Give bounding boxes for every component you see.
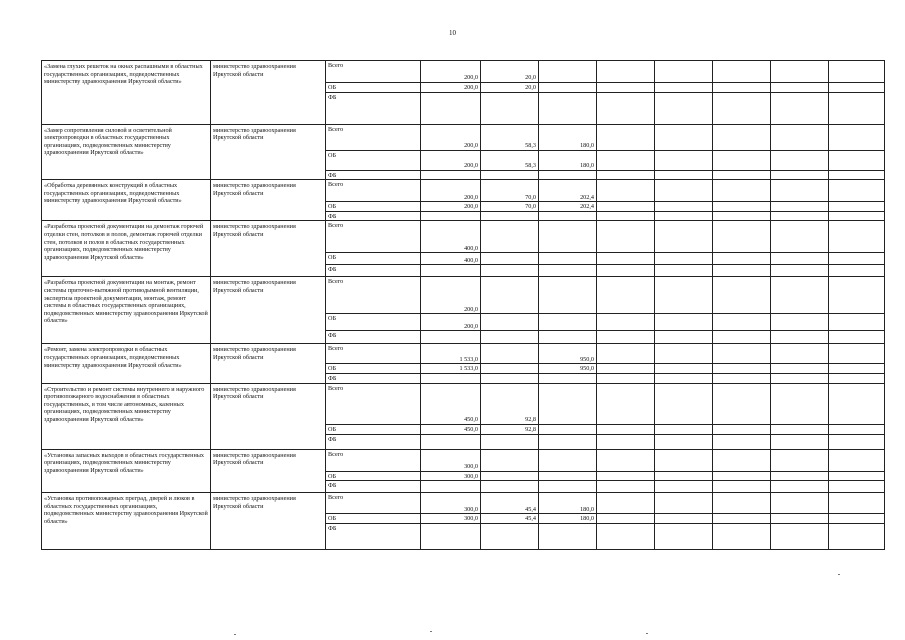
empty-cell: [713, 514, 771, 524]
empty-cell: [771, 180, 829, 202]
empty-cell: [655, 523, 713, 549]
empty-cell: [713, 383, 771, 424]
empty-cell: [655, 170, 713, 180]
table-row: [42, 493, 885, 514]
empty-cell: [597, 523, 655, 549]
scan-speck: [838, 574, 840, 575]
funding-source-label: ФБ: [326, 265, 421, 277]
empty-cell: [655, 180, 713, 202]
responsible-organization: министерство здравоохранения Иркутской области: [211, 493, 326, 550]
empty-cell: [597, 364, 655, 374]
amount-cell: [539, 92, 597, 124]
empty-cell: [829, 124, 885, 150]
amount-cell: [539, 221, 597, 253]
funding-source-label: ОБ: [326, 150, 421, 170]
funding-source-label: Всего: [326, 124, 421, 150]
empty-cell: [597, 170, 655, 180]
empty-cell: [829, 493, 885, 514]
funding-source-label: ОБ: [326, 83, 421, 93]
empty-cell: [655, 150, 713, 170]
funding-source-label: Всего: [326, 277, 421, 314]
amount-cell: 200,0: [421, 83, 481, 93]
amount-cell: [421, 265, 481, 277]
amount-cell: [481, 253, 539, 265]
empty-cell: [771, 124, 829, 150]
empty-cell: [771, 514, 829, 524]
amount-cell: [421, 92, 481, 124]
empty-cell: [655, 424, 713, 434]
empty-cell: [597, 449, 655, 471]
empty-cell: [771, 253, 829, 265]
empty-cell: [829, 83, 885, 93]
empty-cell: [771, 471, 829, 481]
empty-cell: [771, 331, 829, 344]
funding-source-label: Всего: [326, 493, 421, 514]
empty-cell: [597, 424, 655, 434]
amount-cell: [539, 83, 597, 93]
amount-cell: [539, 211, 597, 221]
empty-cell: [829, 253, 885, 265]
funding-source-label: Всего: [326, 344, 421, 364]
table-row: [42, 383, 885, 424]
empty-cell: [713, 314, 771, 331]
amount-cell: [421, 523, 481, 549]
amount-cell: [539, 314, 597, 331]
empty-cell: [655, 253, 713, 265]
empty-cell: [829, 92, 885, 124]
empty-cell: [713, 373, 771, 383]
measure-description: «Разработка проектной документации на монтаж, ремонт системы приточно-вытяжной противодымной вентиляции, экспертиза проектной документации, монтаж, ремонт системы в областных государственных организациях, подведомственных министерству здравоохранения Иркутской области»: [42, 277, 211, 344]
empty-cell: [829, 170, 885, 180]
amount-cell: 180,0: [539, 493, 597, 514]
amount-cell: [539, 449, 597, 471]
empty-cell: [713, 471, 771, 481]
empty-cell: [829, 61, 885, 83]
empty-cell: [597, 481, 655, 493]
amount-cell: 45,4: [481, 514, 539, 524]
empty-cell: [655, 92, 713, 124]
amount-cell: [481, 221, 539, 253]
amount-cell: [481, 364, 539, 374]
empty-cell: [771, 493, 829, 514]
amount-cell: 70,0: [481, 202, 539, 212]
table-body: [42, 61, 885, 550]
empty-cell: [771, 83, 829, 93]
empty-cell: [655, 344, 713, 364]
table-row: [42, 344, 885, 364]
empty-cell: [829, 449, 885, 471]
empty-cell: [713, 221, 771, 253]
amount-cell: [539, 424, 597, 434]
amount-cell: 200,0: [421, 314, 481, 331]
empty-cell: [713, 481, 771, 493]
amount-cell: [481, 314, 539, 331]
amount-cell: [539, 331, 597, 344]
empty-cell: [771, 61, 829, 83]
empty-cell: [597, 331, 655, 344]
empty-cell: [597, 61, 655, 83]
empty-cell: [655, 202, 713, 212]
empty-cell: [597, 253, 655, 265]
measure-description: «Установка запасных выходов в областных государственных организациях, подведомственных министерству здравоохранения Иркутской области»: [42, 449, 211, 493]
funding-source-label: ОБ: [326, 202, 421, 212]
empty-cell: [713, 61, 771, 83]
amount-cell: [421, 211, 481, 221]
empty-cell: [829, 331, 885, 344]
amount-cell: 450,0: [421, 424, 481, 434]
empty-cell: [771, 277, 829, 314]
empty-cell: [655, 124, 713, 150]
amount-cell: [481, 344, 539, 364]
empty-cell: [771, 150, 829, 170]
empty-cell: [771, 211, 829, 221]
table-row: [42, 61, 885, 83]
empty-cell: [713, 180, 771, 202]
scan-speck: [646, 633, 648, 634]
empty-cell: [771, 265, 829, 277]
empty-cell: [771, 364, 829, 374]
empty-cell: [655, 449, 713, 471]
table-row: [42, 221, 885, 253]
empty-cell: [655, 211, 713, 221]
amount-cell: [481, 434, 539, 449]
empty-cell: [655, 364, 713, 374]
amount-cell: [539, 61, 597, 83]
empty-cell: [829, 373, 885, 383]
amount-cell: 200,0: [421, 180, 481, 202]
amount-cell: 200,0: [421, 277, 481, 314]
empty-cell: [713, 92, 771, 124]
amount-cell: 202,4: [539, 202, 597, 212]
empty-cell: [771, 424, 829, 434]
empty-cell: [771, 170, 829, 180]
empty-cell: [655, 481, 713, 493]
amount-cell: 92,8: [481, 424, 539, 434]
empty-cell: [655, 83, 713, 93]
funding-source-label: Всего: [326, 180, 421, 202]
empty-cell: [655, 434, 713, 449]
budget-table: [41, 60, 885, 550]
empty-cell: [655, 471, 713, 481]
funding-source-label: Всего: [326, 449, 421, 471]
scan-speck: [430, 631, 432, 632]
funding-source-label: ФБ: [326, 211, 421, 221]
amount-cell: [539, 265, 597, 277]
amount-cell: 400,0: [421, 221, 481, 253]
responsible-organization: министерство здравоохранения Иркутской области: [211, 277, 326, 344]
empty-cell: [597, 471, 655, 481]
funding-source-label: ОБ: [326, 424, 421, 434]
amount-cell: [481, 471, 539, 481]
measure-description: «Разработка проектной документации на демонтаж горючей отделки стен, потолков и полов, демонтаж горючей отделки стен, потолков и полов в областных государственных организациях, подведомственных министерству здравоохранения Иркутской области»: [42, 221, 211, 277]
responsible-organization: министерство здравоохранения Иркутской области: [211, 180, 326, 221]
empty-cell: [655, 331, 713, 344]
measure-description: «Строительство и ремонт системы внутреннего и наружного противопожарного водоснабжения в областных государственных, в том числе автономных, казенных организациях, подведомственных министерству здравоохранения Иркутской области»: [42, 383, 211, 449]
responsible-organization: министерство здравоохранения Иркутской области: [211, 383, 326, 449]
funding-source-label: ФБ: [326, 373, 421, 383]
amount-cell: [539, 481, 597, 493]
empty-cell: [713, 202, 771, 212]
amount-cell: [481, 373, 539, 383]
empty-cell: [713, 331, 771, 344]
empty-cell: [655, 514, 713, 524]
amount-cell: 950,0: [539, 344, 597, 364]
empty-cell: [713, 277, 771, 314]
responsible-organization: министерство здравоохранения Иркутской области: [211, 61, 326, 125]
empty-cell: [829, 265, 885, 277]
empty-cell: [597, 92, 655, 124]
empty-cell: [829, 514, 885, 524]
funding-source-label: ФБ: [326, 92, 421, 124]
amount-cell: 300,0: [421, 514, 481, 524]
amount-cell: 202,4: [539, 180, 597, 202]
funding-source-label: ФБ: [326, 434, 421, 449]
empty-cell: [713, 364, 771, 374]
amount-cell: [481, 211, 539, 221]
amount-cell: 200,0: [421, 124, 481, 150]
amount-cell: [539, 523, 597, 549]
empty-cell: [771, 523, 829, 549]
empty-cell: [713, 83, 771, 93]
funding-source-label: ФБ: [326, 331, 421, 344]
empty-cell: [829, 481, 885, 493]
empty-cell: [713, 211, 771, 221]
amount-cell: 300,0: [421, 449, 481, 471]
amount-cell: 92,8: [481, 383, 539, 424]
amount-cell: [539, 253, 597, 265]
amount-cell: 180,0: [539, 124, 597, 150]
amount-cell: [481, 481, 539, 493]
measure-description: «Установка противопожарных преград, дверей и люков в областных государственных организациях, подведомственных министерству здравоохранения Иркутской области»: [42, 493, 211, 550]
amount-cell: 180,0: [539, 150, 597, 170]
empty-cell: [713, 523, 771, 549]
empty-cell: [771, 314, 829, 331]
empty-cell: [655, 314, 713, 331]
empty-cell: [597, 150, 655, 170]
amount-cell: [539, 471, 597, 481]
empty-cell: [829, 314, 885, 331]
empty-cell: [655, 277, 713, 314]
amount-cell: [481, 92, 539, 124]
amount-cell: 450,0: [421, 383, 481, 424]
empty-cell: [829, 211, 885, 221]
funding-source-label: Всего: [326, 383, 421, 424]
empty-cell: [655, 373, 713, 383]
amount-cell: 1 533,0: [421, 364, 481, 374]
empty-cell: [713, 150, 771, 170]
amount-cell: [481, 277, 539, 314]
amount-cell: 1 533,0: [421, 344, 481, 364]
table-row: [42, 124, 885, 150]
empty-cell: [597, 493, 655, 514]
empty-cell: [829, 202, 885, 212]
amount-cell: [421, 170, 481, 180]
scan-speck: [234, 634, 236, 635]
empty-cell: [597, 344, 655, 364]
funding-source-label: ФБ: [326, 523, 421, 549]
table-row: [42, 449, 885, 471]
amount-cell: [421, 481, 481, 493]
amount-cell: 180,0: [539, 514, 597, 524]
amount-cell: 300,0: [421, 493, 481, 514]
amount-cell: [539, 373, 597, 383]
table-row: [42, 277, 885, 314]
amount-cell: 950,0: [539, 364, 597, 374]
empty-cell: [771, 434, 829, 449]
empty-cell: [713, 493, 771, 514]
funding-source-label: ФБ: [326, 481, 421, 493]
amount-cell: [539, 170, 597, 180]
table-row: [42, 180, 885, 202]
empty-cell: [597, 202, 655, 212]
empty-cell: [829, 471, 885, 481]
empty-cell: [597, 83, 655, 93]
funding-source-label: ФБ: [326, 170, 421, 180]
empty-cell: [829, 434, 885, 449]
empty-cell: [655, 221, 713, 253]
amount-cell: 300,0: [421, 471, 481, 481]
measure-description: «Обработка деревянных конструкций в областных государственных организациях, подведомственных министерству здравоохранения Иркутской области»: [42, 180, 211, 221]
amount-cell: 400,0: [421, 253, 481, 265]
funding-source-label: ОБ: [326, 514, 421, 524]
empty-cell: [597, 124, 655, 150]
funding-source-label: ОБ: [326, 471, 421, 481]
empty-cell: [829, 383, 885, 424]
empty-cell: [829, 344, 885, 364]
empty-cell: [597, 221, 655, 253]
empty-cell: [597, 514, 655, 524]
empty-cell: [829, 277, 885, 314]
amount-cell: 70,0: [481, 180, 539, 202]
amount-cell: 20,0: [481, 83, 539, 93]
amount-cell: [539, 434, 597, 449]
responsible-organization: министерство здравоохранения Иркутской области: [211, 344, 326, 383]
funding-source-label: Всего: [326, 221, 421, 253]
amount-cell: [539, 277, 597, 314]
empty-cell: [597, 277, 655, 314]
empty-cell: [597, 265, 655, 277]
responsible-organization: министерство здравоохранения Иркутской области: [211, 124, 326, 180]
measure-description: «Замена глухих решеток на окнах распашными в областных государственных организациях, подведомственных министерству здравоохранения Иркутской области»: [42, 61, 211, 125]
empty-cell: [829, 150, 885, 170]
empty-cell: [771, 344, 829, 364]
amount-cell: [481, 331, 539, 344]
empty-cell: [771, 373, 829, 383]
funding-source-label: ОБ: [326, 314, 421, 331]
amount-cell: [539, 383, 597, 424]
amount-cell: [481, 170, 539, 180]
responsible-organization: министерство здравоохранения Иркутской области: [211, 449, 326, 493]
funding-source-label: ОБ: [326, 253, 421, 265]
empty-cell: [713, 344, 771, 364]
empty-cell: [655, 61, 713, 83]
amount-cell: [421, 373, 481, 383]
empty-cell: [829, 424, 885, 434]
empty-cell: [597, 434, 655, 449]
empty-cell: [829, 180, 885, 202]
measure-description: «Замер сопротивления силовой и осветительной электропроводки в областных государственных организациях, подведомственных министерству здравоохранения Иркутской области»: [42, 124, 211, 180]
amount-cell: [421, 331, 481, 344]
empty-cell: [713, 424, 771, 434]
empty-cell: [713, 434, 771, 449]
responsible-organization: министерство здравоохранения Иркутской области: [211, 221, 326, 277]
page-number: 10: [449, 29, 456, 37]
empty-cell: [771, 202, 829, 212]
empty-cell: [597, 373, 655, 383]
empty-cell: [771, 481, 829, 493]
funding-source-label: ОБ: [326, 364, 421, 374]
empty-cell: [771, 221, 829, 253]
measure-description: «Ремонт, замена электропроводки в областных государственных организациях, подведомственных министерству здравоохранения Иркутской области»: [42, 344, 211, 383]
empty-cell: [829, 523, 885, 549]
amount-cell: 58,3: [481, 124, 539, 150]
amount-cell: 200,0: [421, 150, 481, 170]
empty-cell: [713, 124, 771, 150]
amount-cell: 20,0: [481, 61, 539, 83]
empty-cell: [597, 180, 655, 202]
empty-cell: [597, 314, 655, 331]
amount-cell: 200,0: [421, 61, 481, 83]
amount-cell: [481, 449, 539, 471]
amount-cell: [481, 265, 539, 277]
empty-cell: [713, 253, 771, 265]
empty-cell: [597, 383, 655, 424]
empty-cell: [713, 170, 771, 180]
empty-cell: [655, 493, 713, 514]
amount-cell: [421, 434, 481, 449]
empty-cell: [597, 211, 655, 221]
funding-source-label: Всего: [326, 61, 421, 83]
amount-cell: [481, 523, 539, 549]
empty-cell: [713, 265, 771, 277]
amount-cell: 58,3: [481, 150, 539, 170]
empty-cell: [829, 221, 885, 253]
empty-cell: [771, 383, 829, 424]
empty-cell: [655, 383, 713, 424]
amount-cell: 200,0: [421, 202, 481, 212]
empty-cell: [829, 364, 885, 374]
empty-cell: [771, 92, 829, 124]
amount-cell: 45,4: [481, 493, 539, 514]
empty-cell: [655, 265, 713, 277]
empty-cell: [771, 449, 829, 471]
empty-cell: [713, 449, 771, 471]
